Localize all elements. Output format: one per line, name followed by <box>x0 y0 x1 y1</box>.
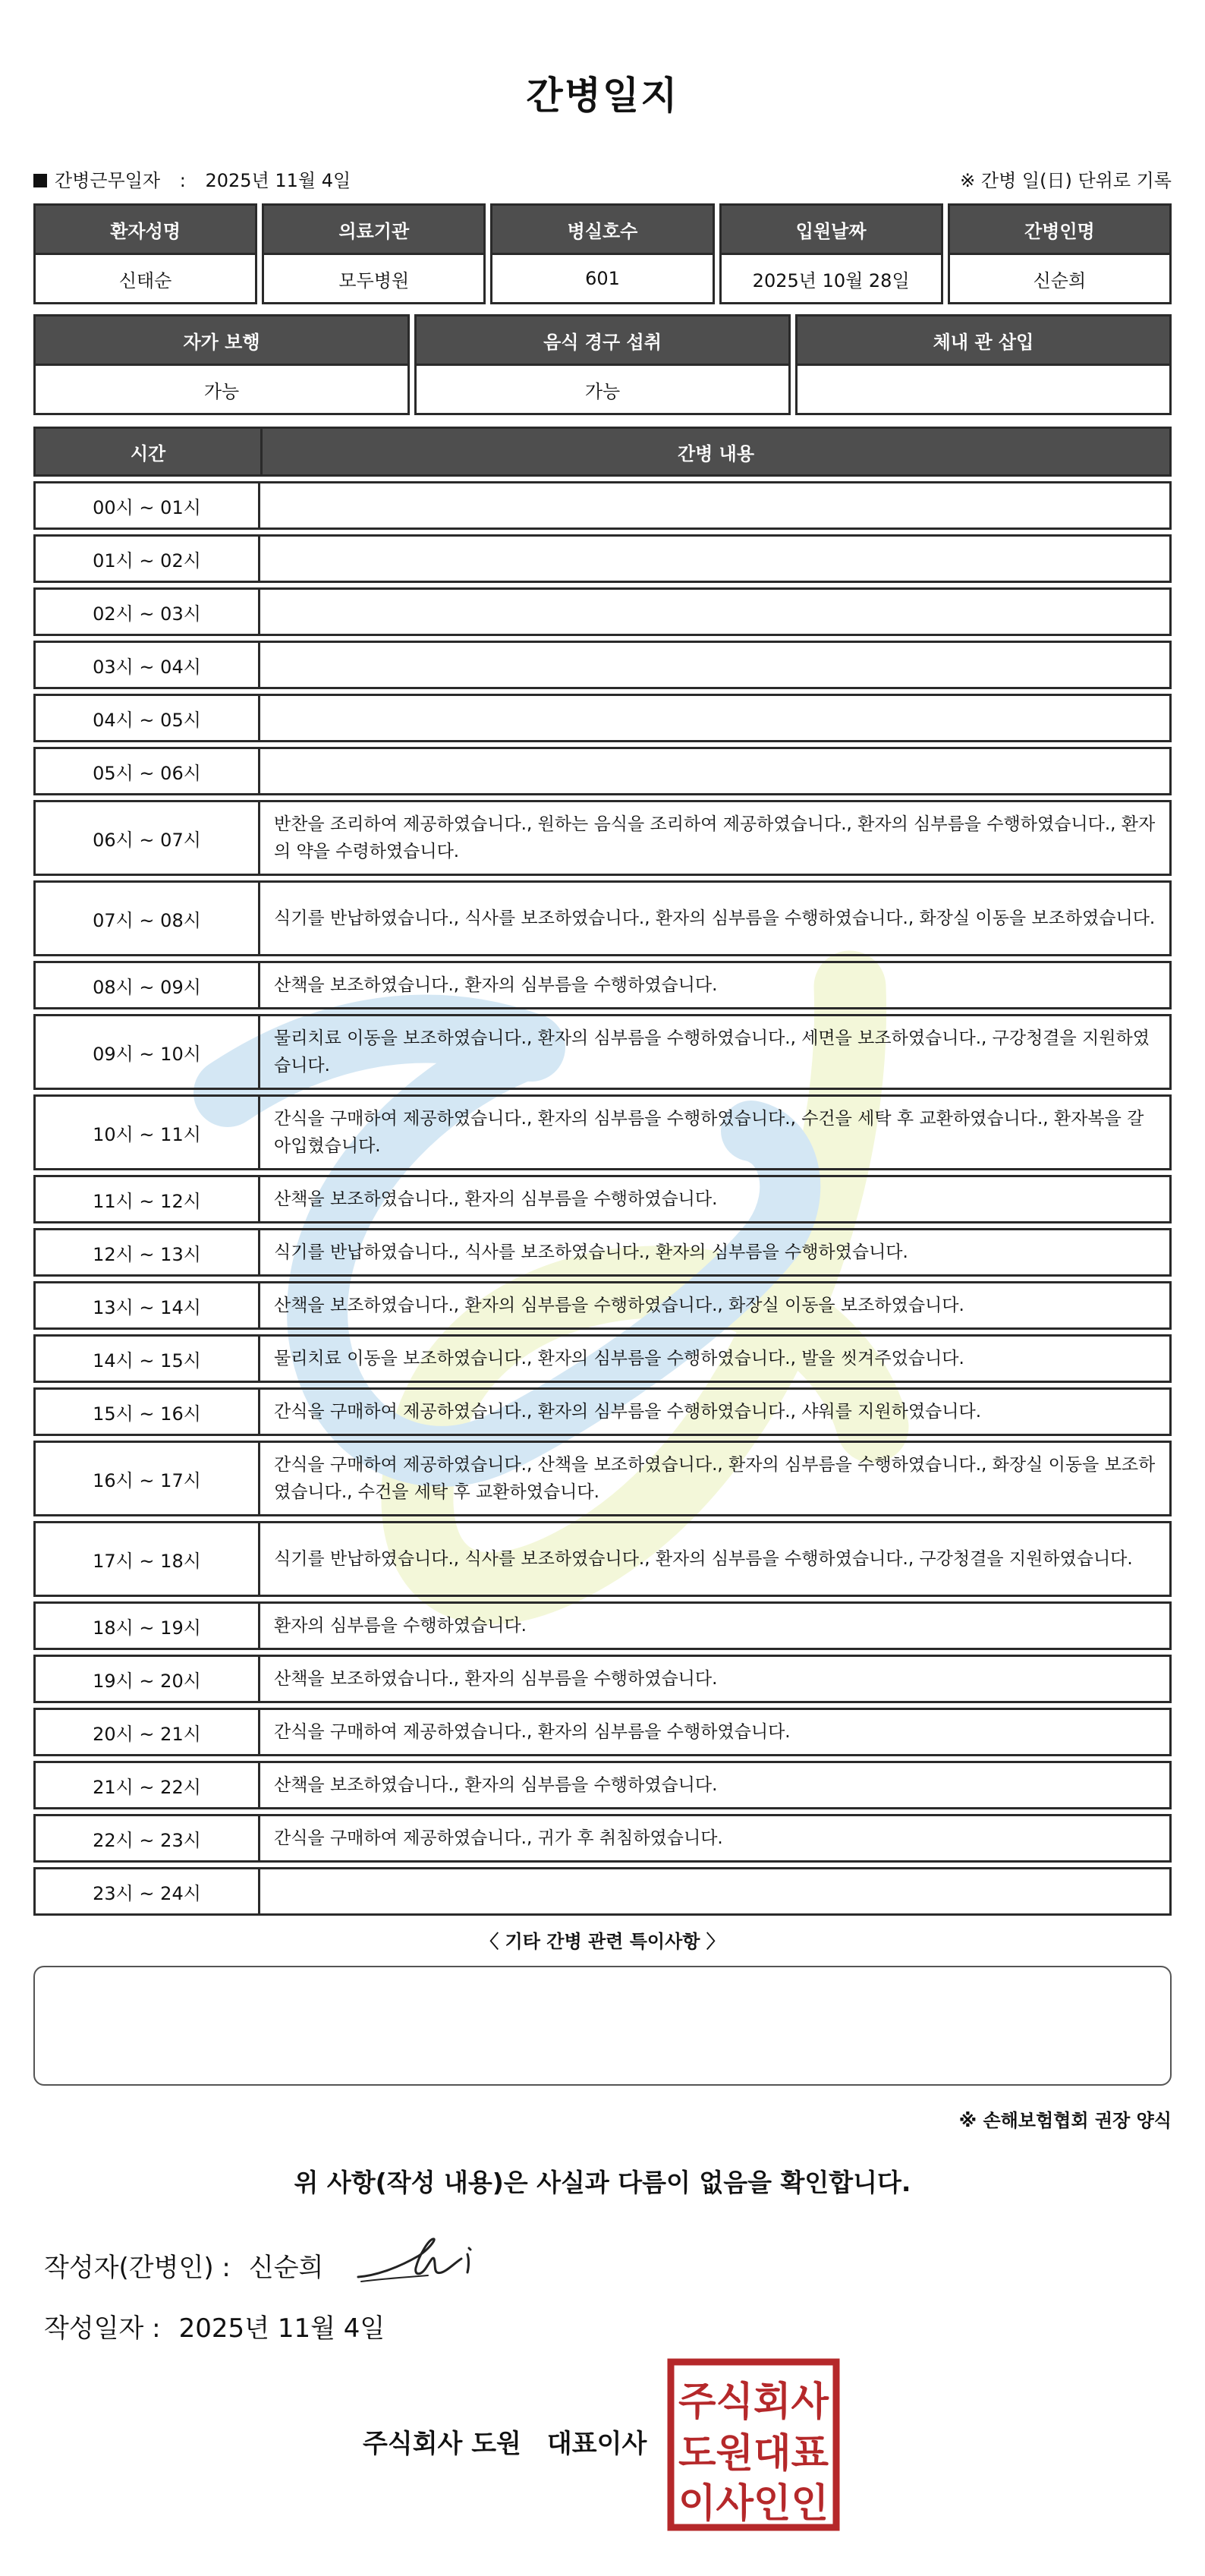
schedule-time: 22시 ~ 23시 <box>36 1816 260 1860</box>
schedule-content <box>260 590 1169 634</box>
schedule-row <box>33 800 1172 876</box>
tube-insertion-value <box>795 366 1172 415</box>
schedule-time: 04시 ~ 05시 <box>36 696 260 740</box>
schedule-time: 02시 ~ 03시 <box>36 590 260 634</box>
schedule-time: 06시 ~ 07시 <box>36 802 260 874</box>
header-tube-insertion: 체내 관 삽입 <box>795 314 1172 366</box>
schedule-row <box>33 641 1172 689</box>
schedule-row <box>33 961 1172 1009</box>
square-bullet-icon <box>33 174 47 187</box>
schedule-row <box>33 1655 1172 1703</box>
time-header: 시간 <box>36 429 263 474</box>
schedule-content <box>260 643 1169 687</box>
schedule-row <box>33 1387 1172 1436</box>
schedule-time: 23시 ~ 24시 <box>36 1869 260 1913</box>
schedule-row <box>33 534 1172 583</box>
written-date-line <box>44 2307 385 2345</box>
schedule-time: 15시 ~ 16시 <box>36 1390 260 1434</box>
schedule-content: 산책을 보조하였습니다., 환자의 심부름을 수행하였습니다. <box>274 975 718 995</box>
schedule-content: 식기를 반납하였습니다., 식사를 보조하였습니다., 환자의 심부름을 수행하였습니다., 화장실 이동을 보조하였습니다. <box>274 909 1156 928</box>
seal-line-2: 도원대표 <box>678 2431 829 2477</box>
schedule-row <box>33 747 1172 795</box>
seal-line-1: 주식회사 <box>678 2379 829 2425</box>
content-header: 간병 내용 <box>677 442 755 464</box>
unit-note: ※ 간병 일(日) 단위로 기록 <box>960 170 1172 191</box>
schedule-time: 16시 ~ 17시 <box>36 1443 260 1514</box>
schedule-time: 09시 ~ 10시 <box>36 1016 260 1088</box>
work-date-label: 간병근무일자 <box>55 170 161 191</box>
schedule-time: 07시 ~ 08시 <box>36 883 260 954</box>
signature-image <box>355 2233 492 2294</box>
schedule-content <box>260 537 1169 581</box>
page-title: 간병일지 <box>526 74 679 118</box>
schedule-row <box>33 1867 1172 1916</box>
schedule-rows <box>33 481 1172 1916</box>
schedule-content: 간식을 구매하여 제공하였습니다., 산책을 보조하였습니다., 환자의 심부름을 수행하였습니다., 화장실 이동을 보조하였습니다., 수건을 세탁 후 교환하였습니다. <box>274 1455 1156 1502</box>
header-oral-intake: 음식 경구 섭취 <box>414 314 791 366</box>
schedule-content: 물리치료 이동을 보조하였습니다., 환자의 심부름을 수행하였습니다., 발을 씻겨주었습니다. <box>274 1349 964 1368</box>
schedule-time: 19시 ~ 20시 <box>36 1657 260 1701</box>
schedule-content <box>260 483 1169 527</box>
notes-label: 〈 기타 간병 관련 특이사항 〉 <box>480 1931 725 1952</box>
schedule-content: 환자의 심부름을 수행하였습니다. <box>274 1616 527 1636</box>
schedule-row <box>33 1814 1172 1863</box>
work-date-value: 2025년 11월 4일 <box>205 170 351 191</box>
caregiver-name: 신순희 <box>948 255 1172 304</box>
schedule-row <box>33 1708 1172 1756</box>
writer-line <box>44 2247 323 2284</box>
confirmation-statement: 위 사항(작성 내용)은 사실과 다름이 없음을 확인합니다. <box>294 2168 911 2197</box>
schedule-row <box>33 1521 1172 1597</box>
header-caregiver: 간병인명 <box>948 203 1172 255</box>
schedule-row <box>33 1334 1172 1383</box>
schedule-time: 11시 ~ 12시 <box>36 1177 260 1221</box>
schedule-row <box>33 1761 1172 1809</box>
work-date <box>33 165 351 192</box>
schedule-content: 산책을 보조하였습니다., 환자의 심부름을 수행하였습니다., 화장실 이동을 보조하였습니다. <box>274 1296 964 1315</box>
care-schedule <box>33 427 1172 1916</box>
schedule-row <box>33 1094 1172 1170</box>
meta-row <box>33 165 1172 196</box>
schedule-row <box>33 1281 1172 1330</box>
schedule-time: 13시 ~ 14시 <box>36 1283 260 1327</box>
patient-name: 신태순 <box>33 255 257 304</box>
seal-line-3: 이사인인 <box>678 2481 829 2527</box>
patient-info-table <box>29 203 1176 304</box>
header-admission-date: 입원날짜 <box>719 203 943 255</box>
schedule-time: 08시 ~ 09시 <box>36 963 260 1007</box>
hospital-name: 모두병원 <box>262 255 486 304</box>
schedule-row <box>33 694 1172 742</box>
recommend-note: ※ 손해보험협회 권장 양식 <box>958 2110 1172 2131</box>
notes-box <box>33 1966 1172 2086</box>
self-walking-value: 가능 <box>33 366 410 415</box>
schedule-content <box>260 749 1169 793</box>
schedule-time: 18시 ~ 19시 <box>36 1604 260 1648</box>
schedule-row <box>33 1441 1172 1516</box>
schedule-time: 21시 ~ 22시 <box>36 1763 260 1807</box>
schedule-time: 10시 ~ 11시 <box>36 1097 260 1168</box>
header-hospital: 의료기관 <box>262 203 486 255</box>
schedule-row <box>33 1175 1172 1223</box>
schedule-content: 산책을 보조하였습니다., 환자의 심부름을 수행하였습니다. <box>274 1669 718 1689</box>
admission-date: 2025년 10월 28일 <box>719 255 943 304</box>
header-patient-name: 환자성명 <box>33 203 257 255</box>
header-self-walking: 자가 보행 <box>33 314 410 366</box>
schedule-row <box>33 1014 1172 1090</box>
schedule-content: 간식을 구매하여 제공하였습니다., 귀가 후 취침하였습니다. <box>274 1828 723 1848</box>
room-number: 601 <box>490 255 714 304</box>
schedule-content: 간식을 구매하여 제공하였습니다., 환자의 심부름을 수행하였습니다., 샤워를 지원하였습니다. <box>274 1402 982 1422</box>
oral-intake-value: 가능 <box>414 366 791 415</box>
schedule-content: 물리치료 이동을 보조하였습니다., 환자의 심부름을 수행하였습니다., 세면을 보조하였습니다., 구강청결을 지원하였습니다. <box>274 1028 1150 1075</box>
company-name: 주식회사 도원 <box>363 2429 521 2459</box>
written-date-value: 2025년 11월 4일 <box>178 2313 385 2344</box>
schedule-time: 01시 ~ 02시 <box>36 537 260 581</box>
patient-status-table <box>29 314 1176 415</box>
writer-name: 신순희 <box>248 2253 324 2283</box>
work-date-separator: : <box>179 170 186 191</box>
header-room: 병실호수 <box>490 203 714 255</box>
company-seal-stamp <box>666 2357 841 2532</box>
schedule-row <box>33 1228 1172 1277</box>
schedule-row <box>33 1601 1172 1650</box>
company-title: 대표이사 <box>546 2429 647 2459</box>
schedule-time: 20시 ~ 21시 <box>36 1710 260 1754</box>
schedule-time: 05시 ~ 06시 <box>36 749 260 793</box>
schedule-content <box>260 1869 1169 1913</box>
schedule-content: 식기를 반납하였습니다., 식사를 보조하였습니다., 환자의 심부름을 수행하였습니다., 구강청결을 지원하였습니다. <box>274 1549 1133 1569</box>
schedule-content: 식기를 반납하였습니다., 식사를 보조하였습니다., 환자의 심부름을 수행하였습니다. <box>274 1242 908 1262</box>
schedule-row <box>33 587 1172 636</box>
schedule-content: 산책을 보조하였습니다., 환자의 심부름을 수행하였습니다. <box>274 1775 718 1795</box>
schedule-row <box>33 481 1172 530</box>
schedule-content: 간식을 구매하여 제공하였습니다., 환자의 심부름을 수행하였습니다. <box>274 1722 791 1742</box>
schedule-time: 03시 ~ 04시 <box>36 643 260 687</box>
written-date-label: 작성일자 : <box>44 2313 161 2344</box>
schedule-content <box>260 696 1169 740</box>
writer-label: 작성자(간병인) : <box>44 2253 231 2283</box>
schedule-time: 00시 ~ 01시 <box>36 483 260 527</box>
schedule-row <box>33 880 1172 956</box>
company-line <box>363 2423 647 2460</box>
schedule-content: 산책을 보조하였습니다., 환자의 심부름을 수행하였습니다. <box>274 1189 718 1209</box>
schedule-time: 17시 ~ 18시 <box>36 1523 260 1595</box>
schedule-time: 12시 ~ 13시 <box>36 1230 260 1274</box>
schedule-time: 14시 ~ 15시 <box>36 1337 260 1381</box>
schedule-header <box>33 427 1172 477</box>
schedule-content: 반찬을 조리하여 제공하였습니다., 원하는 음식을 조리하여 제공하였습니다., 환자의 심부름을 수행하였습니다., 환자의 약을 수령하였습니다. <box>274 814 1156 861</box>
schedule-content: 간식을 구매하여 제공하였습니다., 환자의 심부름을 수행하였습니다., 수건을 세탁 후 교환하였습니다., 환자복을 갈아입혔습니다. <box>274 1109 1144 1156</box>
